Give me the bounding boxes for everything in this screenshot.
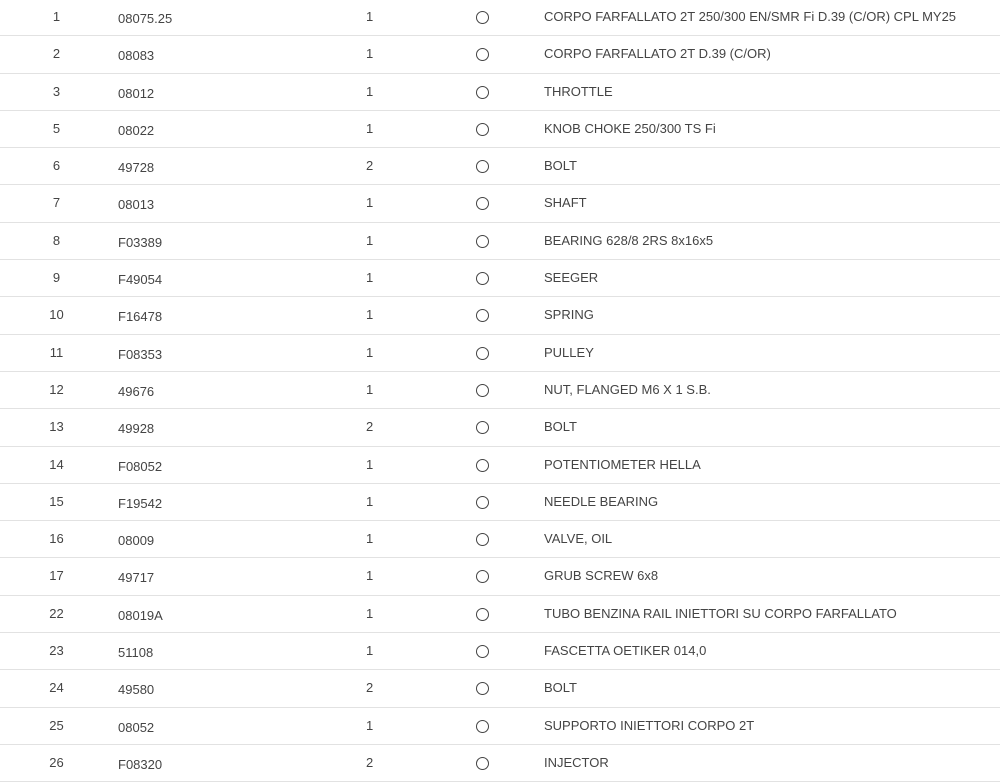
select-radio-icon[interactable]: [476, 757, 489, 770]
table-row: [0, 409, 1000, 446]
select-radio-icon[interactable]: [476, 160, 489, 173]
select-radio-icon[interactable]: [476, 309, 489, 322]
part-description: CORPO FARFALLATO 2T 250/300 EN/SMR Fi D.39 (C/OR) CPL MY25: [544, 9, 957, 24]
ref-number: 1: [52, 9, 61, 24]
table-row: [0, 297, 1000, 334]
quantity: 2: [366, 754, 374, 770]
quantity: 1: [366, 83, 374, 99]
ref-number: 9: [52, 270, 61, 286]
ref-number: 17: [49, 568, 64, 584]
quantity: 1: [366, 456, 374, 472]
select-radio-icon[interactable]: [476, 720, 489, 733]
ref-number: 25: [49, 717, 64, 733]
table-row: [0, 596, 1000, 633]
select-radio-icon[interactable]: [476, 197, 489, 210]
quantity: 1: [366, 120, 374, 136]
select-radio-icon[interactable]: [476, 459, 489, 472]
part-code: 08009: [118, 533, 155, 549]
part-code: F08320: [118, 756, 163, 772]
ref-number: 11: [49, 344, 64, 360]
quantity: 1: [366, 232, 374, 248]
part-description: KNOB CHOKE 250/300 TS Fi: [544, 120, 716, 136]
ref-number: 12: [49, 381, 64, 397]
part-code: F19542: [118, 495, 163, 511]
ref-number: 7: [52, 195, 61, 211]
part-description: THROTTLE: [544, 83, 613, 99]
part-code: F08353: [118, 346, 163, 362]
select-radio-icon[interactable]: [476, 421, 489, 434]
select-radio-icon[interactable]: [476, 11, 489, 24]
table-row: [0, 708, 1000, 745]
ref-number: 23: [49, 643, 64, 659]
ref-number: 8: [52, 232, 61, 248]
ref-number: 3: [52, 83, 61, 99]
quantity: 2: [366, 158, 374, 174]
part-code: F03389: [118, 234, 163, 250]
part-code: 08019A: [118, 607, 163, 623]
select-radio-icon[interactable]: [476, 384, 489, 397]
part-code: 49580: [118, 682, 155, 698]
select-radio-icon[interactable]: [476, 682, 489, 695]
ref-number: 15: [49, 493, 64, 509]
table-row: [0, 447, 1000, 484]
part-description: GRUB SCREW 6x8: [544, 568, 659, 584]
quantity: 1: [366, 568, 374, 584]
part-description: BEARING 628/8 2RS 8x16x5: [544, 232, 714, 248]
table-row: [0, 74, 1000, 111]
table-row: [0, 670, 1000, 707]
quantity: 1: [366, 270, 374, 286]
table-row: [0, 745, 1000, 782]
table-row: [0, 223, 1000, 260]
part-description: BOLT: [544, 158, 577, 174]
part-code: 51108: [118, 645, 154, 661]
ref-number: 26: [49, 754, 64, 770]
select-radio-icon[interactable]: [476, 533, 489, 546]
part-code: 08052: [118, 719, 155, 735]
part-code: 08013: [118, 197, 155, 213]
select-radio-icon[interactable]: [476, 86, 489, 99]
table-row: [0, 335, 1000, 372]
table-row: [0, 521, 1000, 558]
quantity: 1: [366, 46, 374, 62]
quantity: 1: [366, 381, 374, 397]
part-code: 49728: [118, 160, 155, 176]
select-radio-icon[interactable]: [476, 570, 489, 583]
part-code: 49717: [118, 570, 155, 586]
part-description: PULLEY: [544, 344, 594, 360]
part-description: SPRING: [544, 307, 594, 323]
table-row: [0, 633, 1000, 670]
table-row: [0, 484, 1000, 521]
ref-number: 22: [49, 605, 64, 621]
part-code: 08083: [118, 48, 155, 64]
part-description: NEEDLE BEARING: [544, 493, 659, 509]
table-row: [0, 36, 1000, 73]
select-radio-icon[interactable]: [476, 496, 489, 509]
ref-number: 13: [49, 419, 64, 435]
part-description: POTENTIOMETER HELLA: [544, 456, 701, 472]
part-description: CORPO FARFALLATO 2T D.39 (C/OR): [544, 46, 771, 62]
select-radio-icon[interactable]: [476, 235, 489, 248]
part-code: 49928: [118, 421, 155, 437]
ref-number: 10: [49, 307, 64, 323]
part-description: FASCETTA OETIKER 014,0: [544, 643, 707, 659]
quantity: 1: [366, 344, 374, 360]
select-radio-icon[interactable]: [476, 123, 489, 136]
part-code: 08012: [118, 85, 155, 101]
select-radio-icon[interactable]: [476, 272, 489, 285]
ref-number: 24: [49, 680, 64, 696]
part-description: TUBO BENZINA RAIL INIETTORI SU CORPO FARFALLATO: [544, 605, 897, 621]
quantity: 1: [366, 9, 374, 24]
part-description: SHAFT: [544, 195, 587, 211]
quantity: 2: [366, 680, 374, 696]
part-description: INJECTOR: [544, 754, 609, 770]
select-radio-icon[interactable]: [476, 645, 489, 658]
table-row: [0, 185, 1000, 222]
select-radio-icon[interactable]: [476, 347, 489, 360]
select-radio-icon[interactable]: [476, 48, 489, 61]
part-description: BOLT: [544, 419, 577, 435]
table-row: [0, 148, 1000, 185]
ref-number: 16: [49, 531, 64, 547]
quantity: 1: [366, 195, 374, 211]
ref-number: 14: [49, 456, 64, 472]
table-row: [0, 558, 1000, 595]
quantity: 1: [366, 307, 374, 323]
part-description: SEEGER: [544, 270, 599, 286]
quantity: 1: [366, 531, 374, 547]
quantity: 2: [366, 419, 374, 435]
part-description: SUPPORTO INIETTORI CORPO 2T: [544, 717, 755, 733]
table-row: [0, 0, 1000, 36]
part-code: 49676: [118, 383, 155, 399]
quantity: 1: [366, 643, 374, 659]
part-code: 08022: [118, 122, 155, 138]
part-description: NUT, FLANGED M6 X 1 S.B.: [544, 381, 711, 397]
table-row: [0, 260, 1000, 297]
table-row: [0, 111, 1000, 148]
part-description: BOLT: [544, 680, 577, 696]
quantity: 1: [366, 493, 374, 509]
part-description: VALVE, OIL: [544, 531, 613, 547]
ref-number: 5: [52, 120, 61, 136]
quantity: 1: [366, 717, 374, 733]
part-code: F08052: [118, 458, 163, 474]
part-code: F49054: [118, 272, 163, 288]
part-code: 08075.25: [118, 11, 173, 26]
part-code: F16478: [118, 309, 163, 325]
table-row: [0, 372, 1000, 409]
ref-number: 2: [52, 46, 61, 62]
select-radio-icon[interactable]: [476, 608, 489, 621]
ref-number: 6: [52, 158, 61, 174]
quantity: 1: [366, 605, 374, 621]
